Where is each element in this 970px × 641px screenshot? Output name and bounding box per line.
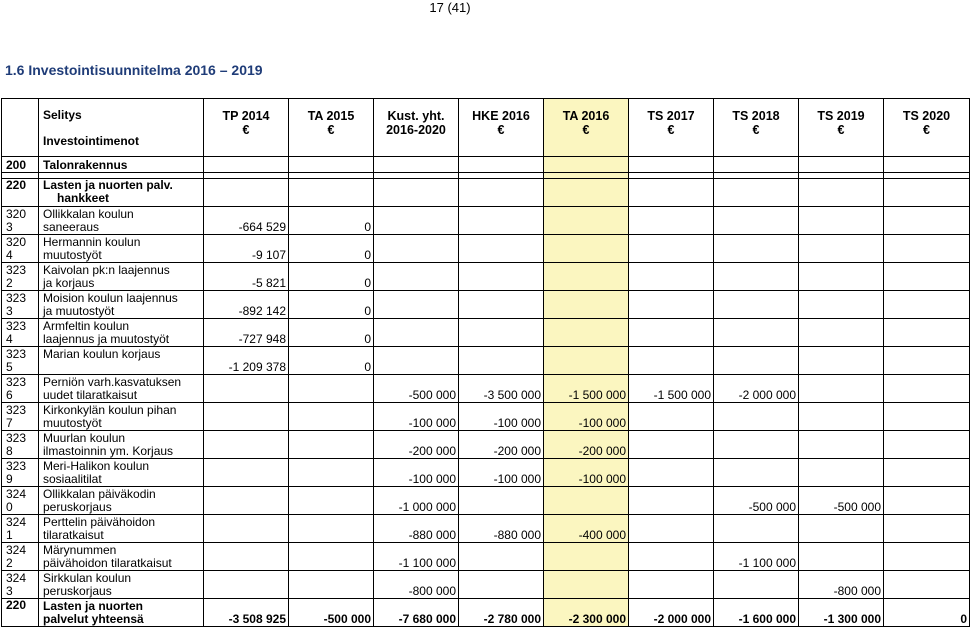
row-description-line1: Märynummen <box>43 543 117 557</box>
value-cell <box>799 347 884 375</box>
value-cell <box>459 291 544 319</box>
value-cell: -2 000 000 <box>629 599 714 627</box>
row-description-line1: Perttelin päivähoidon <box>43 515 156 529</box>
value-cell <box>799 235 884 263</box>
value-cell: -892 142 <box>204 291 289 319</box>
value-cell <box>884 431 970 459</box>
row-code-line1: 323 <box>6 319 27 333</box>
value-cell <box>459 157 544 173</box>
row-code <box>2 487 39 515</box>
row-description-line2: peruskorjaus <box>43 500 112 514</box>
row-code-line1: 324 <box>6 543 27 557</box>
value-cell <box>799 543 884 571</box>
row-description-line2: päivähoidon tilaratkaisut <box>43 556 172 570</box>
row-description-line2: ja muutostyöt <box>43 304 115 318</box>
value-cell <box>204 375 289 403</box>
row-description-line2: saneeraus <box>43 220 100 234</box>
value-cell: 0 <box>289 291 374 319</box>
value-cell: -2 000 000 <box>714 375 799 403</box>
value-cell <box>459 319 544 347</box>
header-column-2 <box>374 99 459 157</box>
row-code-line2: 4 <box>6 332 13 346</box>
value-cell: -727 948 <box>204 319 289 347</box>
value-cell: -880 000 <box>459 515 544 543</box>
row-description-line1: Moision koulun laajennus <box>43 291 178 305</box>
row-description-line2: peruskorjaus <box>43 584 112 598</box>
row-code <box>2 571 39 599</box>
row-description <box>39 375 204 403</box>
value-cell <box>374 291 459 319</box>
value-cell: -200 000 <box>459 431 544 459</box>
row-description-line1: Ollikkalan koulun <box>43 207 134 221</box>
total-description <box>39 599 204 627</box>
value-cell: -100 000 <box>374 403 459 431</box>
value-cell <box>884 375 970 403</box>
value-cell: -1 300 000 <box>799 599 884 627</box>
subgroup-name-line2: hankkeet <box>57 191 110 205</box>
row-description-line1: Hermannin koulun <box>43 235 141 249</box>
value-cell: 0 <box>289 319 374 347</box>
row-code-line2: 3 <box>6 584 13 598</box>
header-row <box>2 99 970 157</box>
value-cell <box>544 291 629 319</box>
value-cell: -500 000 <box>799 487 884 515</box>
row-description-line1: Kirkonkylän koulun pihan <box>43 403 177 417</box>
row-code-line1: 323 <box>6 291 27 305</box>
header-column-7 <box>799 99 884 157</box>
value-cell <box>374 179 459 207</box>
value-cell <box>799 291 884 319</box>
row-code-line2: 6 <box>6 388 13 402</box>
total-description-line1: Lasten ja nuorten <box>43 599 144 613</box>
value-cell <box>629 515 714 543</box>
value-cell <box>799 319 884 347</box>
row-description <box>39 347 204 375</box>
row-code <box>2 207 39 235</box>
row-description <box>39 459 204 487</box>
value-cell <box>629 235 714 263</box>
value-cell <box>374 347 459 375</box>
subgroup-code: 220 <box>2 179 39 207</box>
row-code-line1: 324 <box>6 571 27 585</box>
value-cell <box>714 263 799 291</box>
value-cell <box>799 179 884 207</box>
value-cell <box>544 207 629 235</box>
value-cell: -9 107 <box>204 235 289 263</box>
row-code-line1: 323 <box>6 263 27 277</box>
row-description-line1: Marian koulun korjaus <box>43 347 161 361</box>
subgroup-name-line1: Lasten ja nuorten palv. <box>43 178 173 192</box>
value-cell: -400 000 <box>544 515 629 543</box>
header-column-3 <box>459 99 544 157</box>
row-description-line2: muutostyöt <box>43 248 102 262</box>
group-name: Talonrakennus <box>39 157 204 173</box>
table-row <box>2 431 970 459</box>
value-cell <box>289 571 374 599</box>
row-code-line2: 8 <box>6 444 13 458</box>
value-cell: -7 680 000 <box>374 599 459 627</box>
row-code <box>2 431 39 459</box>
header-code-cell <box>2 99 39 157</box>
row-description-line1: Kaivolan pk:n laajennus <box>43 263 170 277</box>
value-cell <box>884 291 970 319</box>
value-cell <box>714 207 799 235</box>
row-code <box>2 347 39 375</box>
value-cell <box>204 543 289 571</box>
header-column-unit: € <box>667 123 675 137</box>
value-cell: -100 000 <box>544 403 629 431</box>
row-description <box>39 571 204 599</box>
row-code <box>2 291 39 319</box>
value-cell: -800 000 <box>374 571 459 599</box>
value-cell <box>289 403 374 431</box>
value-cell: -500 000 <box>374 375 459 403</box>
value-cell <box>459 487 544 515</box>
header-column-6 <box>714 99 799 157</box>
value-cell <box>544 487 629 515</box>
value-cell: -100 000 <box>459 459 544 487</box>
value-cell <box>884 207 970 235</box>
value-cell <box>884 319 970 347</box>
value-cell <box>884 515 970 543</box>
table-row <box>2 291 970 319</box>
value-cell: -100 000 <box>374 459 459 487</box>
row-code <box>2 403 39 431</box>
value-cell <box>289 179 374 207</box>
header-column-title: TP 2014 <box>222 109 270 123</box>
row-description <box>39 431 204 459</box>
header-selitys: Selitys <box>43 108 82 122</box>
header-column-unit: € <box>582 123 590 137</box>
value-cell <box>374 207 459 235</box>
row-code <box>2 319 39 347</box>
value-cell <box>544 571 629 599</box>
total-description-line2: palvelut yhteensä <box>43 612 144 626</box>
value-cell <box>799 459 884 487</box>
value-cell <box>204 459 289 487</box>
value-cell <box>544 347 629 375</box>
value-cell: -1 500 000 <box>629 375 714 403</box>
value-cell <box>799 403 884 431</box>
value-cell <box>884 487 970 515</box>
value-cell <box>459 179 544 207</box>
row-description-line2: ja korjaus <box>43 276 95 290</box>
value-cell <box>884 235 970 263</box>
row-description <box>39 291 204 319</box>
value-cell <box>629 157 714 173</box>
value-cell <box>799 157 884 173</box>
header-column-1 <box>289 99 374 157</box>
subgroup-name <box>39 179 204 207</box>
value-cell <box>714 157 799 173</box>
row-description <box>39 235 204 263</box>
row-code <box>2 515 39 543</box>
value-cell: 0 <box>289 347 374 375</box>
value-cell <box>799 431 884 459</box>
value-cell: 0 <box>289 263 374 291</box>
value-cell: -1 500 000 <box>544 375 629 403</box>
value-cell <box>629 319 714 347</box>
value-cell <box>799 263 884 291</box>
total-row <box>2 599 970 627</box>
value-cell: -500 000 <box>714 487 799 515</box>
value-cell <box>714 571 799 599</box>
row-description-line2: laajennus ja muutostyöt <box>43 332 170 346</box>
row-description <box>39 403 204 431</box>
row-description-line2: sosiaalitilat <box>43 472 102 486</box>
value-cell <box>204 431 289 459</box>
value-cell <box>714 319 799 347</box>
row-code-line2: 3 <box>6 304 13 318</box>
value-cell: -1 000 000 <box>374 487 459 515</box>
row-description-line1: Meri-Halikon koulun <box>43 459 150 473</box>
value-cell <box>374 157 459 173</box>
header-column-0 <box>204 99 289 157</box>
value-cell <box>204 403 289 431</box>
header-column-5 <box>629 99 714 157</box>
value-cell <box>799 515 884 543</box>
value-cell <box>204 571 289 599</box>
subgroup-row <box>2 179 970 207</box>
value-cell <box>629 207 714 235</box>
header-column-title: TS 2019 <box>817 109 865 123</box>
value-cell <box>714 403 799 431</box>
row-code-line2: 2 <box>6 556 13 570</box>
row-code-line2: 4 <box>6 248 13 262</box>
value-cell <box>884 347 970 375</box>
header-column-unit: € <box>497 123 505 137</box>
value-cell <box>204 179 289 207</box>
row-code-line2: 5 <box>6 360 13 374</box>
row-code-line1: 324 <box>6 487 27 501</box>
row-code <box>2 375 39 403</box>
header-description <box>39 99 204 157</box>
row-code-line1: 323 <box>6 459 27 473</box>
row-description-line1: Perniön varh.kasvatuksen <box>43 375 182 389</box>
value-cell: -3 500 000 <box>459 375 544 403</box>
value-cell <box>714 459 799 487</box>
value-cell <box>714 431 799 459</box>
row-description-line1: Armfeltin koulun <box>43 319 130 333</box>
value-cell: -2 780 000 <box>459 599 544 627</box>
value-cell <box>204 515 289 543</box>
value-cell <box>714 179 799 207</box>
header-column-title: TA 2015 <box>307 109 355 123</box>
group-code: 200 <box>2 157 39 173</box>
value-cell <box>544 319 629 347</box>
table-row <box>2 235 970 263</box>
value-cell <box>884 263 970 291</box>
value-cell: -200 000 <box>544 431 629 459</box>
row-code <box>2 263 39 291</box>
header-column-unit: € <box>752 123 760 137</box>
table-row <box>2 459 970 487</box>
value-cell: -3 508 925 <box>204 599 289 627</box>
value-cell <box>714 291 799 319</box>
value-cell <box>714 347 799 375</box>
value-cell <box>459 207 544 235</box>
value-cell: -800 000 <box>799 571 884 599</box>
value-cell <box>629 347 714 375</box>
value-cell: -100 000 <box>544 459 629 487</box>
header-column-title: TS 2020 <box>902 109 951 123</box>
total-code: 220 <box>2 599 39 627</box>
value-cell <box>629 403 714 431</box>
table-row <box>2 319 970 347</box>
header-column-8 <box>884 99 970 157</box>
table-row <box>2 487 970 515</box>
value-cell <box>884 459 970 487</box>
header-column-unit: € <box>837 123 845 137</box>
value-cell: -5 821 <box>204 263 289 291</box>
row-code-line1: 323 <box>6 375 27 389</box>
value-cell <box>289 431 374 459</box>
value-cell <box>544 179 629 207</box>
value-cell <box>459 571 544 599</box>
value-cell: -200 000 <box>374 431 459 459</box>
row-code-line2: 3 <box>6 220 13 234</box>
value-cell <box>374 263 459 291</box>
value-cell <box>374 235 459 263</box>
investment-table <box>1 98 970 627</box>
row-description <box>39 543 204 571</box>
value-cell <box>884 157 970 173</box>
row-description <box>39 207 204 235</box>
header-column-4 <box>544 99 629 157</box>
value-cell <box>459 347 544 375</box>
value-cell <box>714 235 799 263</box>
value-cell: -2 300 000 <box>544 599 629 627</box>
header-investointimenot: Investointimenot <box>43 134 140 148</box>
value-cell <box>289 487 374 515</box>
row-code-line2: 2 <box>6 276 13 290</box>
value-cell <box>374 319 459 347</box>
value-cell <box>799 375 884 403</box>
row-description <box>39 319 204 347</box>
value-cell <box>629 431 714 459</box>
row-code <box>2 459 39 487</box>
row-code-line2: 9 <box>6 472 13 486</box>
row-description-line2 <box>43 361 203 374</box>
value-cell <box>459 235 544 263</box>
value-cell: -880 000 <box>374 515 459 543</box>
header-column-unit: € <box>327 123 335 137</box>
value-cell <box>459 263 544 291</box>
header-column-title: TA 2016 <box>562 109 610 123</box>
value-cell <box>629 543 714 571</box>
value-cell: -1 100 000 <box>374 543 459 571</box>
row-code-line1: 323 <box>6 403 27 417</box>
value-cell <box>799 207 884 235</box>
header-column-title: HKE 2016 <box>472 109 530 123</box>
row-code-line2: 0 <box>6 500 13 514</box>
value-cell <box>289 157 374 173</box>
value-cell <box>884 571 970 599</box>
row-description-line2: ilmastoinnin ym. Korjaus <box>43 444 174 458</box>
value-cell: -1 209 378 <box>204 347 289 375</box>
group-row <box>2 157 970 173</box>
value-cell <box>629 263 714 291</box>
value-cell: -100 000 <box>459 403 544 431</box>
page-number: 17 (41) <box>429 0 471 15</box>
value-cell: -1 100 000 <box>714 543 799 571</box>
value-cell <box>544 263 629 291</box>
header-column-title: TS 2018 <box>732 109 780 123</box>
row-description-line1: Ollikkalan päiväkodin <box>43 487 156 501</box>
row-description-line1: Muurlan koulun <box>43 431 126 445</box>
table-row <box>2 543 970 571</box>
value-cell: -500 000 <box>289 599 374 627</box>
row-code-line1: 320 <box>6 207 27 221</box>
row-description <box>39 487 204 515</box>
row-code-line1: 323 <box>6 347 27 361</box>
value-cell <box>204 487 289 515</box>
header-column-unit: € <box>923 123 930 137</box>
table-row <box>2 515 970 543</box>
value-cell: 0 <box>289 235 374 263</box>
row-code-line1: 324 <box>6 515 27 529</box>
row-code-line1: 323 <box>6 431 27 445</box>
value-cell <box>629 571 714 599</box>
row-code-line2: 7 <box>6 416 13 430</box>
row-description-line1: Sirkkulan koulun <box>43 571 132 585</box>
row-description-line2: muutostyöt <box>43 416 102 430</box>
value-cell <box>204 157 289 173</box>
header-column-unit: 2016-2020 <box>386 123 446 137</box>
value-cell <box>629 291 714 319</box>
value-cell <box>544 157 629 173</box>
table-row <box>2 207 970 235</box>
header-column-unit: € <box>242 123 250 137</box>
value-cell <box>289 459 374 487</box>
value-cell: 0 <box>884 599 970 627</box>
value-cell: -664 529 <box>204 207 289 235</box>
table-row <box>2 347 970 375</box>
value-cell: 0 <box>289 207 374 235</box>
value-cell <box>629 487 714 515</box>
header-column-title: Kust. yht. <box>387 109 445 123</box>
value-cell <box>459 543 544 571</box>
table-row <box>2 403 970 431</box>
value-cell <box>289 515 374 543</box>
row-description-line2: uudet tilaratkaisut <box>43 388 138 402</box>
table-row <box>2 375 970 403</box>
section-heading: 1.6 Investointisuunnitelma 2016 – 2019 <box>5 62 263 78</box>
row-code-line1: 320 <box>6 235 27 249</box>
row-code <box>2 235 39 263</box>
value-cell <box>544 543 629 571</box>
row-description <box>39 263 204 291</box>
row-code-line2: 1 <box>6 528 13 542</box>
row-description <box>39 515 204 543</box>
table-row <box>2 263 970 291</box>
row-code <box>2 543 39 571</box>
value-cell <box>884 179 970 207</box>
value-cell <box>714 515 799 543</box>
value-cell <box>289 375 374 403</box>
value-cell <box>629 179 714 207</box>
value-cell <box>884 403 970 431</box>
value-cell <box>289 543 374 571</box>
value-cell: -1 600 000 <box>714 599 799 627</box>
value-cell <box>544 235 629 263</box>
table-row <box>2 571 970 599</box>
header-column-title: TS 2017 <box>647 109 695 123</box>
value-cell <box>629 459 714 487</box>
value-cell <box>884 543 970 571</box>
row-description-line2: tilaratkaisut <box>43 528 104 542</box>
